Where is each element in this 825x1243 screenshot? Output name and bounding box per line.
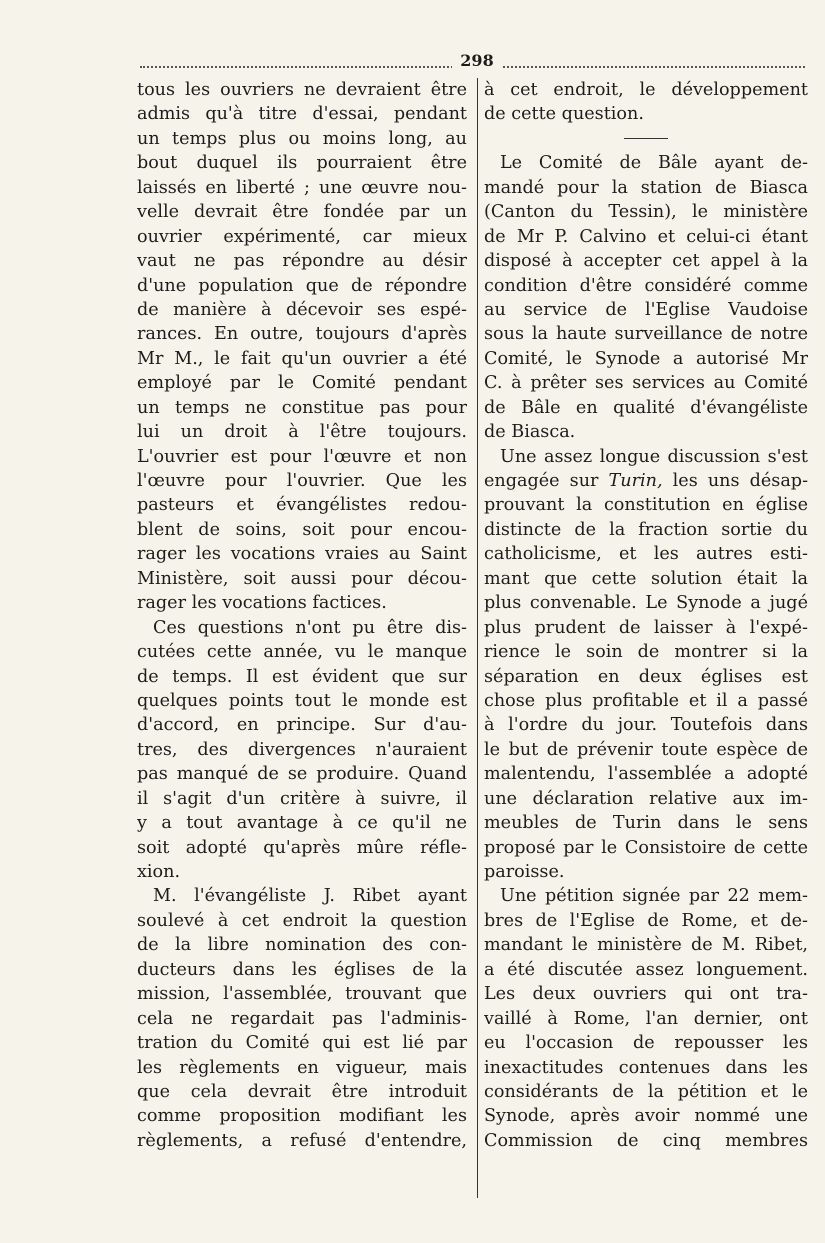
text-line: Ces questions n'ont pu être dis- bbox=[153, 617, 467, 638]
text-line: mission, l'assemblée, trouvant que bbox=[137, 984, 467, 1005]
text-line: employé par le Comité pendant bbox=[137, 373, 467, 394]
text-line: un temps ne constitue pas pour bbox=[137, 397, 467, 418]
text-line: meubles de Turin dans le sens bbox=[484, 813, 808, 834]
text-line: ouvrier expérimenté, car mieux bbox=[137, 226, 467, 247]
left-column bbox=[137, 78, 467, 1153]
text-line: laissés en liberté ; une œuvre nou- bbox=[137, 177, 467, 198]
text-line: eu l'occasion de repousser les bbox=[484, 1033, 808, 1054]
text-line: que cela devrait être introduit bbox=[137, 1081, 467, 1102]
text-line: l'œuvre pour l'ouvrier. Que les bbox=[137, 471, 467, 491]
text-line: Une assez longue discussion s'est bbox=[500, 446, 808, 467]
text-line: un temps plus ou moins long, au bbox=[137, 128, 467, 149]
text-segment: engagée sur bbox=[484, 471, 599, 491]
text-segment: les uns désap- bbox=[672, 471, 808, 491]
text-line: Mr M., le fait qu'un ouvrier a été bbox=[137, 348, 467, 369]
text-line: à cet endroit, le développement bbox=[484, 80, 808, 100]
text-line: soulevé à cet endroit la question bbox=[137, 910, 467, 931]
text-line: rager les vocations factices. bbox=[137, 593, 387, 614]
text-line: mant que cette solution était la bbox=[484, 568, 808, 589]
text-line: vaut ne pas répondre au désir bbox=[137, 251, 467, 272]
text-line: de Mr P. Calvino et celui-ci étant bbox=[484, 226, 808, 247]
text-line: bres de l'Eglise de Rome, et de- bbox=[484, 910, 808, 931]
text-line: comme proposition modifiant les bbox=[137, 1106, 467, 1127]
page-number: 298 bbox=[452, 52, 502, 70]
text-line: tres, des divergences n'auraient bbox=[137, 739, 467, 760]
text-line: au service de l'Eglise Vaudoise bbox=[484, 299, 808, 320]
text-line: admis qu'à titre d'essai, pendant bbox=[137, 104, 467, 125]
text-line: Les deux ouvriers qui ont tra- bbox=[484, 984, 808, 1005]
text-line: plus prudent de laisser à l'expé- bbox=[484, 617, 808, 638]
text-line: cutées cette année, vu le manque bbox=[137, 642, 467, 663]
text-line: considérants de la pétition et le bbox=[484, 1081, 808, 1102]
text-line: pasteurs et évangélistes redou- bbox=[137, 495, 467, 516]
text-line: ducteurs dans les églises de la bbox=[137, 959, 467, 980]
text-line: Le Comité de Bâle ayant de- bbox=[500, 153, 808, 174]
text-line: C. à prêter ses services au Comité bbox=[484, 373, 808, 394]
text-line: soit adopté qu'après mûre réfle- bbox=[137, 837, 467, 858]
text-line: rager les vocations vraies au Saint bbox=[137, 544, 467, 565]
text-line: d'accord, en principe. Sur d'au- bbox=[137, 715, 467, 736]
text-line: vaillé à Rome, l'an dernier, ont bbox=[484, 1008, 808, 1029]
right-column bbox=[484, 78, 808, 1153]
text-line: inexactitudes contenues dans les bbox=[484, 1057, 808, 1078]
text-line: rances. En outre, toujours d'après bbox=[137, 324, 467, 345]
text-line: de Bâle en qualité d'évangéliste bbox=[484, 397, 808, 418]
text-line: condition d'être considéré comme bbox=[484, 275, 808, 296]
text-line: lui un droit à l'être toujours. bbox=[137, 422, 467, 443]
text-line: Comité, le Synode a autorisé Mr bbox=[484, 348, 808, 369]
text-line: mandé pour la station de Biasca bbox=[484, 177, 808, 198]
text-line: de Biasca. bbox=[484, 422, 576, 443]
text-line: règlements, a refusé d'entendre, bbox=[137, 1130, 467, 1151]
text-line: disposé à accepter cet appel à la bbox=[484, 251, 808, 272]
text-line: prouvant la constitution en église bbox=[484, 495, 808, 516]
text-line: il s'agit d'un critère à suivre, il bbox=[137, 788, 467, 809]
text-line: tous les ouvriers ne devraient être bbox=[137, 80, 467, 100]
text-line: de la libre nomination des con- bbox=[137, 935, 467, 956]
text-line: rience le soin de montrer si la bbox=[484, 642, 808, 663]
column-divider bbox=[477, 78, 478, 1198]
text-line: une déclaration relative aux im- bbox=[484, 788, 808, 809]
text-line: malentendu, l'assemblée a adopté bbox=[484, 764, 808, 785]
text-line: d'une population que de répondre bbox=[137, 275, 467, 296]
text-line: a été discutée assez longuement. bbox=[484, 959, 808, 980]
text-line: blent de soins, soit pour encou- bbox=[137, 519, 467, 540]
text-line: bout duquel ils pourraient être bbox=[137, 153, 467, 174]
text-line: de manière à décevoir ses espé- bbox=[137, 299, 467, 320]
text-line: Commission de cinq membres bbox=[484, 1130, 808, 1151]
text-line: de temps. Il est évident que sur bbox=[137, 666, 467, 687]
text-line: velle devrait être fondée par un bbox=[137, 202, 467, 223]
text-line: tration du Comité qui est lié par bbox=[137, 1033, 467, 1054]
text-line: M. l'évangéliste J. Ribet ayant bbox=[153, 886, 467, 907]
text-line: les règlements en vigueur, mais bbox=[137, 1057, 467, 1078]
place-name-turin: Turin, bbox=[608, 471, 663, 491]
text-line: L'ouvrier est pour l'œuvre et non bbox=[137, 446, 467, 467]
text-line: à l'ordre du jour. Toutefois dans bbox=[484, 715, 808, 736]
text-line: Synode, après avoir nommé une bbox=[484, 1106, 808, 1127]
text-line: distincte de la fraction sortie du bbox=[484, 519, 808, 540]
text-line: (Canton du Tessin), le ministère bbox=[484, 202, 808, 223]
text-line: proposé par le Consistoire de cette bbox=[484, 837, 808, 858]
text-line: chose plus profitable et il a passé bbox=[484, 690, 808, 711]
text-line: quelques points tout le monde est bbox=[137, 690, 467, 711]
text-line: paroisse. bbox=[484, 862, 565, 882]
text-line bbox=[484, 469, 808, 493]
text-line: y a tout avantage à ce qu'il ne bbox=[137, 813, 467, 834]
text-line: Une pétition signée par 22 mem- bbox=[500, 886, 808, 907]
section-separator bbox=[484, 127, 808, 151]
text-line: mandant le ministère de M. Ribet, bbox=[484, 935, 808, 956]
text-line: Ministère, soit aussi pour décou- bbox=[137, 568, 467, 589]
text-line: plus convenable. Le Synode a jugé bbox=[484, 593, 808, 614]
text-line: catholicisme, et les autres esti- bbox=[484, 544, 808, 565]
text-line: le but de prévenir toute espèce de bbox=[484, 739, 808, 760]
text-line: séparation en deux églises est bbox=[484, 666, 808, 687]
text-line: xion. bbox=[137, 862, 181, 882]
text-line: cela ne regardait pas l'adminis- bbox=[137, 1008, 467, 1029]
text-line: de cette question. bbox=[484, 104, 644, 125]
text-line: sous la haute surveillance de notre bbox=[484, 324, 808, 345]
text-line: pas manqué de se produire. Quand bbox=[137, 764, 467, 785]
